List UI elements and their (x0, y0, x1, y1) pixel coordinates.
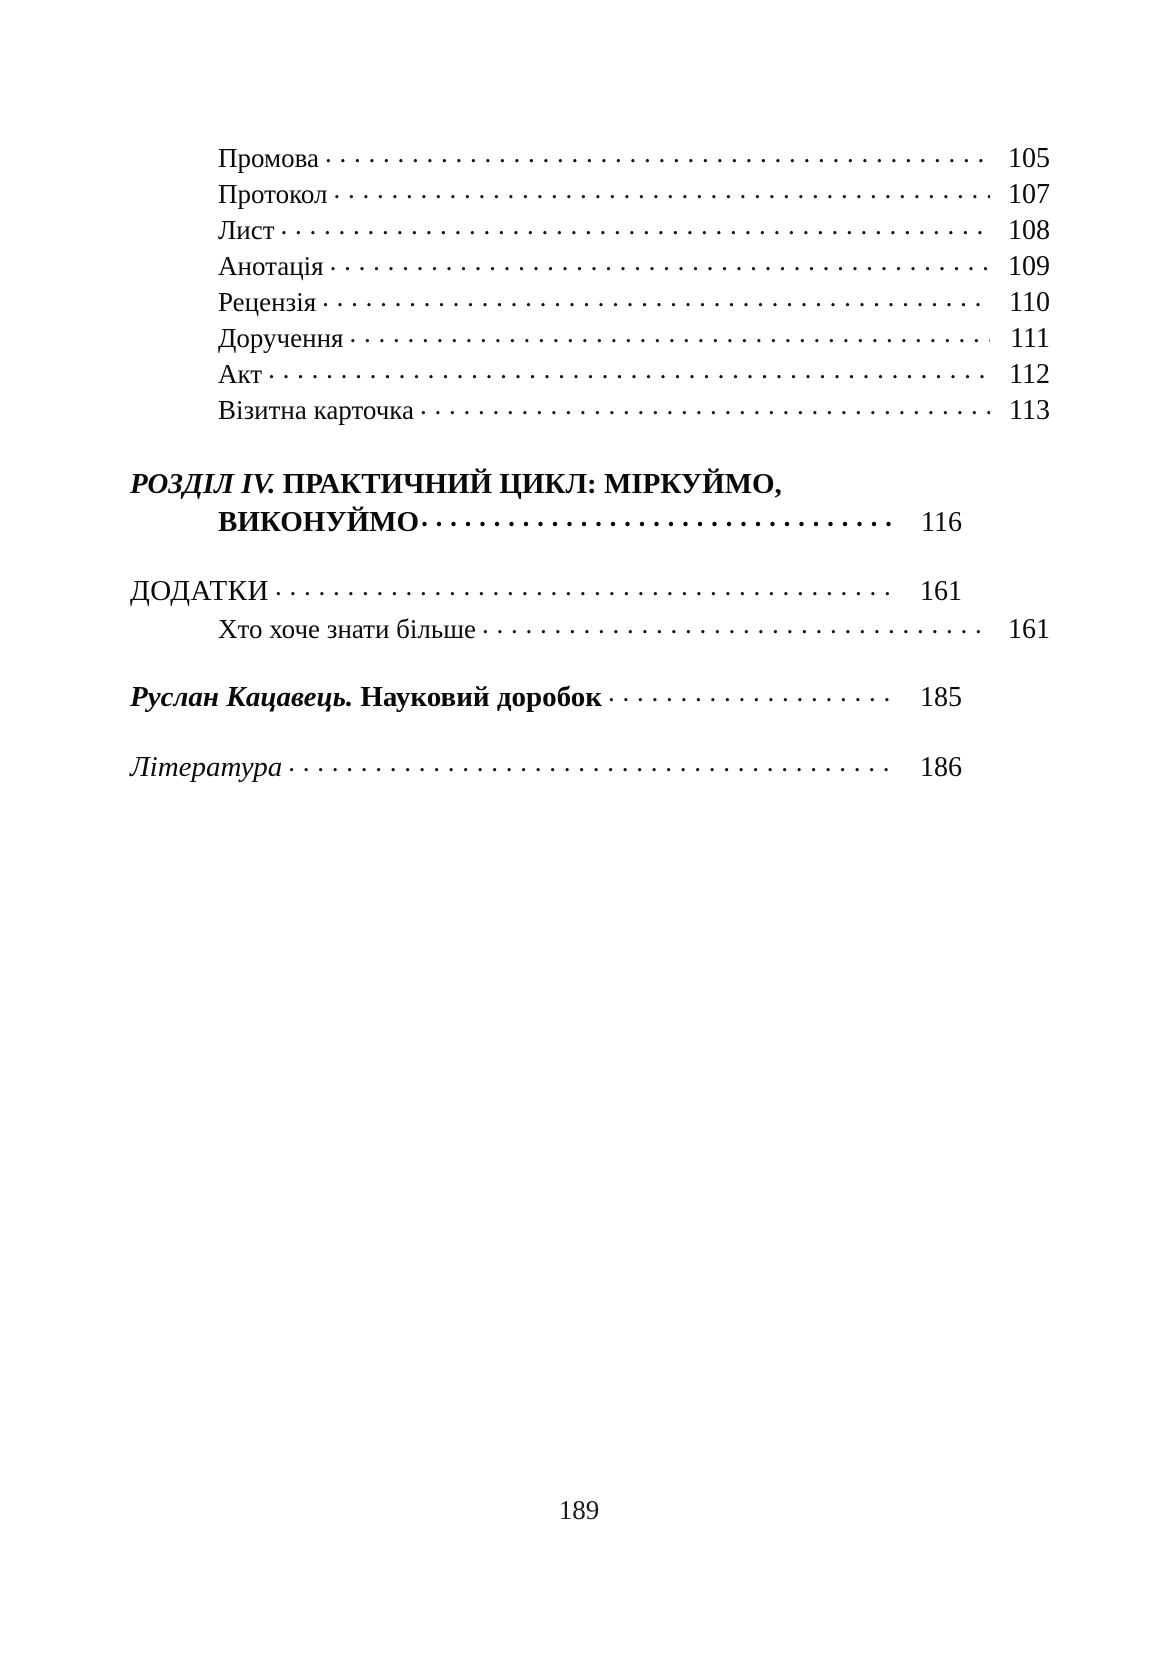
toc-chapter-title-line1: ПРАКТИЧНИЙ ЦИКЛ: МІРКУЙМО, (275, 468, 782, 500)
toc-chapter-heading-line2 (130, 502, 962, 541)
toc-entry-dodatky (130, 571, 962, 611)
dot-leader (608, 677, 896, 706)
dot-leader (421, 502, 896, 531)
spacer (130, 541, 962, 571)
toc-entry-title: Візитна карточка (218, 395, 414, 425)
page-folio-number: 189 (558, 1495, 600, 1525)
toc-chapter-title-line2: ВИКОНУЙМО (218, 506, 420, 538)
toc-entry-retsenziia (130, 284, 1050, 320)
toc-entry-promova (130, 140, 1050, 176)
toc-entry-page: 185 (920, 682, 962, 713)
toc-entry-protokol (130, 176, 1050, 212)
toc-entry-title: Доручення (218, 323, 344, 353)
toc-chapter-page: 116 (921, 507, 962, 538)
toc-entry-akt (130, 356, 1050, 392)
toc-entry-anotatsiia (130, 248, 1050, 284)
toc-chapter-number-separator: . (268, 468, 276, 500)
toc-entry-title: ДОДАТКИ (130, 575, 269, 607)
toc-entry-title (130, 678, 608, 716)
dot-leader (333, 176, 990, 203)
toc-entry-title: Рецензія (218, 287, 317, 317)
dot-leader (349, 320, 990, 347)
toc-entry-khto-khoche-znaty-bilshe (130, 611, 1050, 647)
toc-entry-title: Акт (218, 359, 263, 389)
dot-leader (330, 248, 990, 275)
dot-leader (325, 140, 990, 167)
dot-leader (322, 284, 990, 311)
toc-entry-page: 113 (1009, 395, 1050, 426)
dot-leader (275, 571, 896, 600)
toc-entry-page: 186 (920, 752, 962, 783)
dot-leader (288, 747, 896, 776)
toc-entry-title: Хто хоче знати більше (218, 614, 476, 644)
toc-entry-page: 108 (1008, 215, 1050, 246)
toc-entry-title: Протокол (218, 179, 328, 209)
toc-entry-page: 112 (1009, 359, 1050, 390)
toc-entry-title: Промова (218, 143, 319, 173)
dot-leader (268, 356, 990, 383)
toc-chapter-rozdil-4 (130, 466, 962, 541)
table-of-contents (130, 140, 1050, 787)
toc-chapter-number: РОЗДІЛ IV (130, 468, 269, 500)
toc-entry-page: 161 (1008, 614, 1050, 645)
toc-entry-page: 109 (1008, 251, 1050, 282)
spacer (130, 717, 962, 747)
toc-entry-author: Руслан Кацавець. (130, 681, 354, 713)
toc-entry-title: Анотація (218, 251, 324, 281)
toc-entry-lyst (130, 212, 1050, 248)
toc-chapter-heading-line1 (130, 466, 962, 502)
dot-leader (482, 611, 990, 638)
toc-entry-page: 107 (1008, 179, 1050, 210)
toc-entry-page: 111 (1010, 323, 1050, 354)
toc-entry-literatura (130, 747, 962, 787)
spacer (130, 428, 962, 466)
toc-entry-vizytna-kartochka (130, 392, 1050, 428)
toc-entry-subtitle: Науковий доробок (353, 681, 602, 713)
spacer (130, 647, 962, 677)
toc-entry-page: 110 (1009, 287, 1050, 318)
dot-leader (281, 212, 990, 239)
toc-entry-page: 161 (920, 576, 962, 607)
toc-entry-title: Література (130, 751, 283, 783)
toc-entry-title: Лист (218, 215, 275, 245)
dot-leader (420, 392, 990, 419)
toc-entry-page: 105 (1008, 143, 1050, 174)
toc-entry-naukovyi-dorobok (130, 677, 962, 717)
toc-entry-doruchennia (130, 320, 1050, 356)
